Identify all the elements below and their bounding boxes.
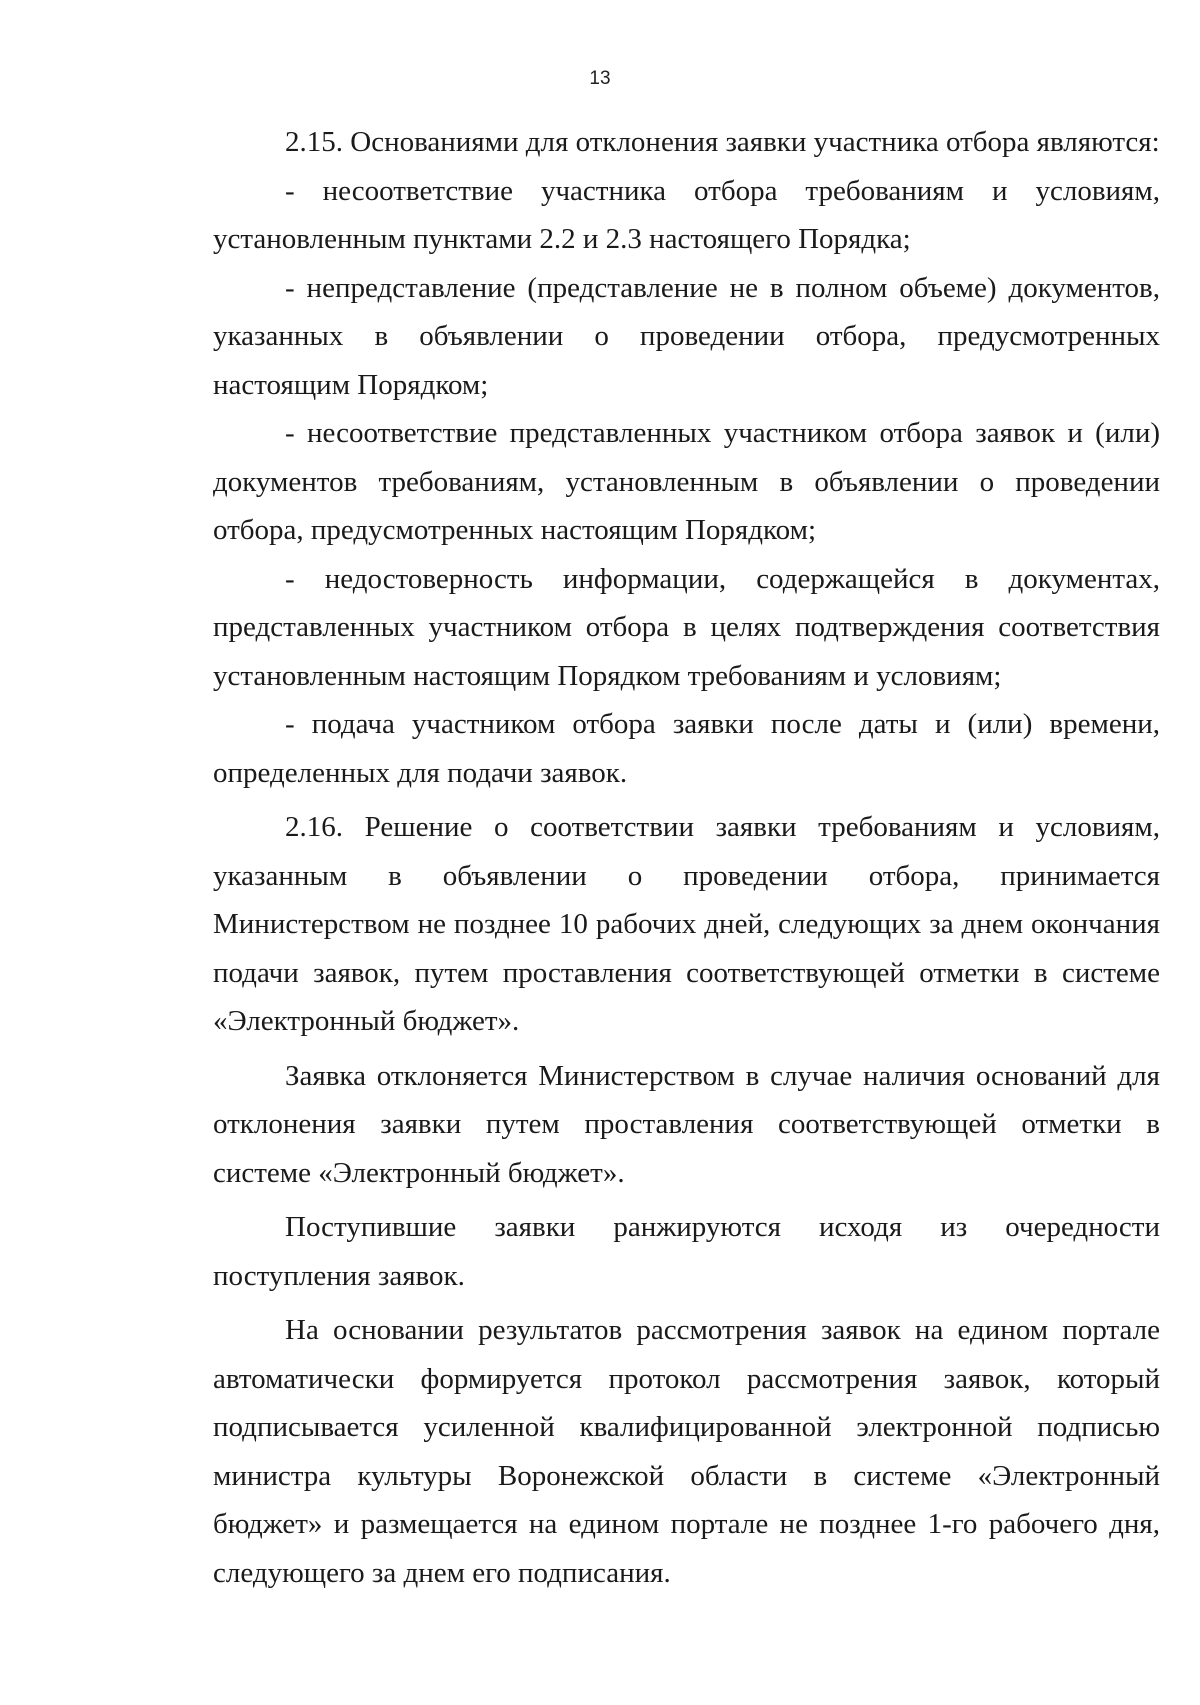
paragraph-item-late-submission: - подача участником отбора заявки после даты и (или) времени, определенных для подачи заявок. [213,708,1160,789]
paragraph-2-16: 2.16. Решение о соответствии заявки требованиям и условиям, указанным в объявлении о проведении отбора, принимается Министерством не позднее 10 рабочих дней, следующих за днем окончания подачи заявок, путем проставления соответствующей отметки в системе «Электронный бюджет». [213,811,1160,1037]
paragraph-ranking: Поступившие заявки ранжируются исходя из очередности поступления заявок. [213,1211,1160,1292]
paragraph-rejection: Заявка отклоняется Министерством в случае наличия оснований для отклонения заявки путем проставления соответствующей отметки в системе «Электронный бюджет». [213,1059,1160,1189]
paragraph-item-nonsubmission: - непредставление (представление не в полном объеме) документов, указанных в объявлении о проведении отбора, предусмотренных настоящим Порядком; [213,271,1160,401]
paragraph-2-15-heading: 2.15. Основаниями для отклонения заявки участника отбора являются: [285,126,1160,158]
document-body [213,118,1160,1597]
paragraph-item-nonconformity: - несоответствие участника отбора требованиям и условиям, установленным пунктами 2.2 и 2.3 настоящего Порядка; [213,174,1160,255]
paragraph-protocol: На основании результатов рассмотрения заявок на едином портале автоматически формируется протокол рассмотрения заявок, который подписывается усиленной квалифицированной электронной подписью министра культуры Воронежской области в системе «Электронный бюджет» и размещается на едином портале не позднее 1-го рабочего дня, следующего за днем его подписания. [213,1314,1160,1589]
paragraph-item-unreliable-info: - недостоверность информации, содержащейся в документах, представленных участником отбора в целях подтверждения соответствия установленным настоящим Порядком требованиям и условиям; [213,562,1160,692]
paragraph-item-documents-mismatch: - несоответствие представленных участником отбора заявок и (или) документов требованиям, установленным в объявлении о проведении отбора, предусмотренных настоящим Порядком; [213,417,1160,546]
page-number: 13 [589,68,611,89]
